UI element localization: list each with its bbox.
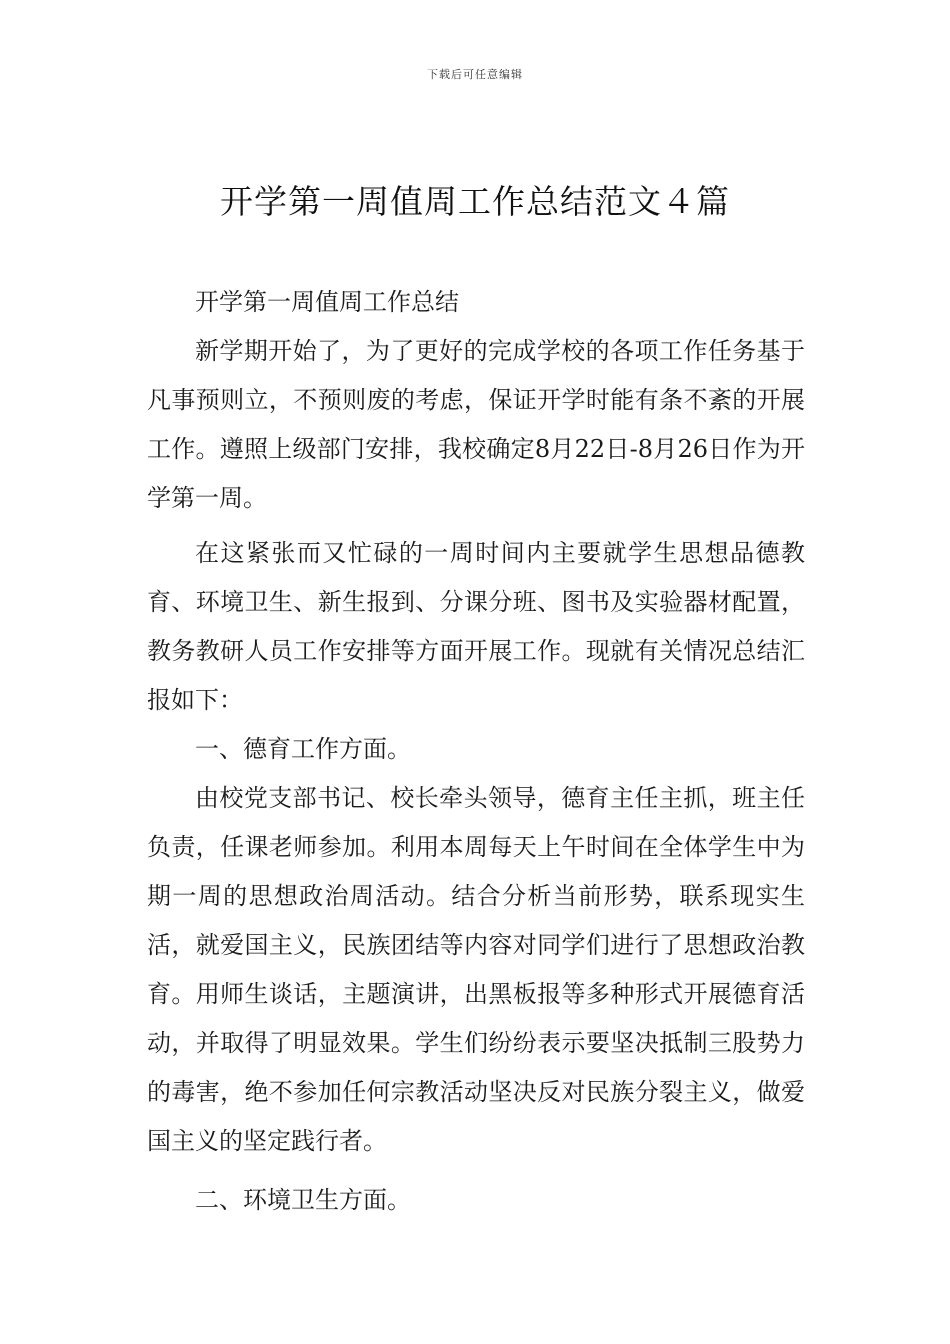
body-paragraph: 由校党支部书记、校长牵头领导，德育主任主抓，班主任负责，任课老师参加。利用本周每天上午时间在全体学生中为期一周的思想政治周活动。结合分析当前形势，联系现实生活，就爱国主义，民族团结等内容对同学们进行了思想政治教育。用师生谈话，主题演讲，出黑板报等多种形式开展德育活动，并取得了明显效果。学生们纷纷表示要坚决抵制三股势力的毒害，绝不参加任何宗教活动坚决反对民族分裂主义，做爱国主义的坚定践行者。 [147, 784, 805, 1155]
section-heading: 一、德育工作方面。 [195, 735, 411, 763]
subtitle-paragraph: 开学第一周值周工作总结 [195, 288, 459, 316]
header-note: 下载后可任意编辑 [427, 68, 523, 81]
section-heading: 二、环境卫生方面。 [195, 1186, 411, 1214]
document-title: 开学第一周值周工作总结范文４篇 [220, 182, 730, 221]
document-body [147, 278, 805, 1225]
body-paragraph: 新学期开始了，为了更好的完成学校的各项工作任务基于凡事预则立，不预则废的考虑，保证开学时能有条不紊的开展工作。遵照上级部门安排，我校确定8月22日-8月26日作为开学第一周。 [147, 337, 805, 512]
body-paragraph: 在这紧张而又忙碌的一周时间内主要就学生思想品德教育、环境卫生、新生报到、分课分班、图书及实验器材配置，教务教研人员工作安排等方面开展工作。现就有关情况总结汇报如下： [147, 539, 805, 714]
